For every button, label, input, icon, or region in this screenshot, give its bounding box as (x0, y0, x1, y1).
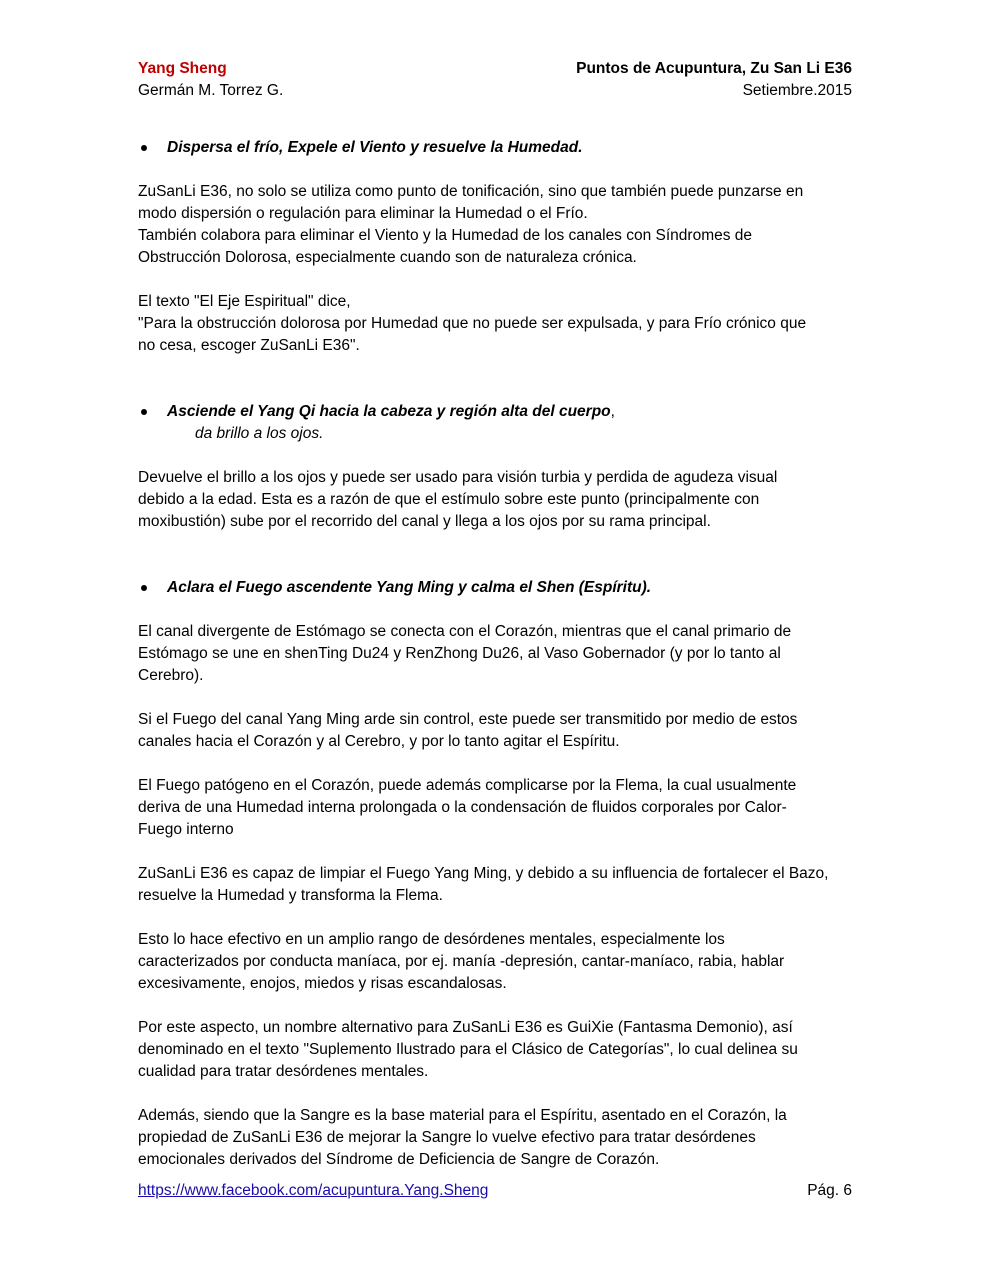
section-subheading: da brillo a los ojos. (195, 425, 324, 442)
footer-facebook-link[interactable]: https://www.facebook.com/acupuntura.Yang.Sheng (138, 1182, 489, 1199)
bullet-dot-icon (141, 409, 147, 415)
paragraph (138, 1017, 852, 1083)
paragraph (138, 709, 852, 753)
section-heading: Dispersa el frío, Expele el Viento y resuelve la Humedad. (167, 139, 583, 156)
paragraph (138, 929, 852, 995)
text-line: Además, siendo que la Sangre es la base material para el Espíritu, asentado en el Corazón, la (138, 1107, 787, 1124)
paragraph (138, 863, 852, 907)
text-line: debido a la edad. Esta es a razón de que el estímulo sobre este punto (principalmente con (138, 491, 760, 508)
text-line: modo dispersión o regulación para eliminar la Humedad o el Frío. (138, 205, 588, 222)
text-line: propiedad de ZuSanLi E36 de mejorar la Sangre lo vuelve efectivo para tratar desórdenes (138, 1129, 756, 1146)
text-line: Devuelve el brillo a los ojos y puede ser usado para visión turbia y perdida de agudeza visual (138, 469, 778, 486)
paragraph (138, 467, 852, 533)
section-bullet (138, 401, 852, 445)
text-line: Si el Fuego del canal Yang Ming arde sin control, este puede ser transmitido por medio de estos (138, 711, 798, 728)
text-line: Obstrucción Dolorosa, especialmente cuando son de naturaleza crónica. (138, 249, 637, 266)
text-line: resuelve la Humedad y transforma la Flema. (138, 887, 443, 904)
text-line: denominado en el texto "Suplemento Ilustrado para el Clásico de Categorías", lo cual delinea su (138, 1041, 798, 1058)
header-site-title: Yang Sheng (138, 60, 227, 77)
text-line: "Para la obstrucción dolorosa por Humedad que no puede ser expulsada, y para Frío crónico que (138, 315, 807, 332)
text-line: moxibustión) sube por el recorrido del canal y llega a los ojos por su rama principal. (138, 513, 711, 530)
text-line: El Fuego patógeno en el Corazón, puede además complicarse por la Flema, la cual usualmente (138, 777, 797, 794)
paragraph (138, 1105, 852, 1171)
page-number: Pág. 6 (807, 1182, 852, 1199)
text-line: caracterizados por conducta maníaca, por ej. manía -depresión, cantar-maníaco, rabia, hablar (138, 953, 785, 970)
text-line: También colabora para eliminar el Viento y la Humedad de los canales con Síndromes de (138, 227, 753, 244)
header-date: Setiembre.2015 (742, 82, 852, 99)
document-body (138, 137, 852, 1171)
section-heading: Asciende el Yang Qi hacia la cabeza y región alta del cuerpo (167, 403, 611, 420)
header-author: Germán M. Torrez G. (138, 82, 284, 99)
text-line: cualidad para tratar desórdenes mentales. (138, 1063, 429, 1080)
bullet-dot-icon (141, 585, 147, 591)
section-heading: Aclara el Fuego ascendente Yang Ming y calma el Shen (Espíritu). (167, 579, 652, 596)
text-line: Esto lo hace efectivo en un amplio rango de desórdenes mentales, especialmente los (138, 931, 725, 948)
text-line: emocionales derivados del Síndrome de Deficiencia de Sangre de Corazón. (138, 1151, 660, 1168)
paragraph (138, 621, 852, 687)
bullet-dot-icon (141, 145, 147, 151)
paragraph (138, 181, 852, 269)
section-bullet (138, 577, 852, 599)
paragraph (138, 291, 852, 357)
text-line: ZuSanLi E36 es capaz de limpiar el Fuego Yang Ming, y debido a su influencia de fortalecer el Bazo, (138, 865, 829, 882)
paragraph (138, 775, 852, 841)
text-line: El texto "El Eje Espiritual" dice, (138, 293, 351, 310)
text-line: Por este aspecto, un nombre alternativo para ZuSanLi E36 es GuiXie (Fantasma Demonio), así (138, 1019, 793, 1036)
header-doc-title: Puntos de Acupuntura, Zu San Li E36 (576, 60, 852, 77)
text-line: deriva de una Humedad interna prolongada o la condensación de fluidos corporales por Calor- (138, 799, 787, 816)
text-line: Estómago se une en shenTing Du24 y RenZhong Du26, al Vaso Gobernador (y por lo tanto al (138, 645, 781, 662)
text-line: ZuSanLi E36, no solo se utiliza como punto de tonificación, sino que también puede punzarse en (138, 183, 804, 200)
text-line: Fuego interno (138, 821, 234, 838)
text-line: canales hacia el Corazón y al Cerebro, y por lo tanto agitar el Espíritu. (138, 733, 620, 750)
text-line: excesivamente, enojos, miedos y risas escandalosas. (138, 975, 507, 992)
text-line: Cerebro). (138, 667, 204, 684)
text-line: El canal divergente de Estómago se conecta con el Corazón, mientras que el canal primario de (138, 623, 792, 640)
text-line: no cesa, escoger ZuSanLi E36". (138, 337, 360, 354)
heading-suffix: , (610, 403, 615, 420)
section-bullet (138, 137, 852, 159)
